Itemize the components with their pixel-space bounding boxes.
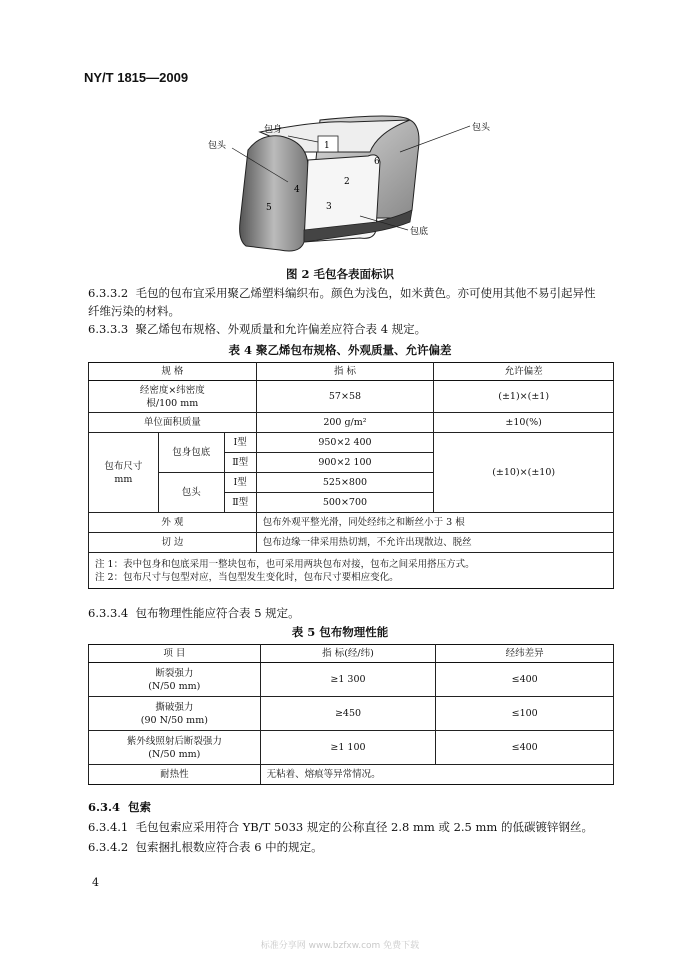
clause-text: 包布物理性能应符合表 5 规定。 <box>135 606 300 620</box>
t4-bottom-t1: 950×2 400 <box>256 433 434 453</box>
t5-row1-label-2: (N/50 mm) <box>148 680 201 692</box>
t5-row3-label-2: (N/50 mm) <box>148 748 201 760</box>
table5-title: 表 5 包布物理性能 <box>291 625 389 639</box>
clause-num: 6.3.3.2 <box>88 286 129 300</box>
clause-6332 <box>88 284 628 320</box>
t5-row2-diff: ≤100 <box>436 697 614 731</box>
standard-code: NY/T 1815—2009 <box>84 70 189 85</box>
t4-bottom-t2: 900×2 100 <box>256 453 434 473</box>
t4-head-label: 包头 <box>158 473 224 513</box>
t4-type1: Ⅰ型 <box>224 473 256 493</box>
clause-text: 毛包的包布宜采用聚乙烯塑料编织布。颜色为浅色，如米黄色。亦可使用其他不易引起异性 <box>135 286 596 300</box>
fig-label-1: 1 <box>324 141 330 151</box>
clause-num: 6.3.3.4 <box>88 606 129 620</box>
t5-head-item: 项 目 <box>89 645 261 663</box>
clause-6333 <box>88 320 628 338</box>
table4 <box>88 362 614 589</box>
fig-label-baodi: 包底 <box>410 227 429 237</box>
t4-head-tol: 允许偏差 <box>434 363 614 381</box>
t5-head-index: 指 标(经/纬) <box>260 645 436 663</box>
t5-heat-value: 无粘着、熔痕等异常情况。 <box>260 765 613 785</box>
figure-caption: 图 2 毛包各表面标识 <box>285 267 394 281</box>
watermark: 标准分享网 www.bzfxw.com 免费下载 <box>260 941 420 951</box>
page-number: 4 <box>92 876 99 889</box>
t4-density-label-1: 经密度×纬密度 <box>139 384 205 396</box>
t4-density-value: 57×58 <box>256 381 434 413</box>
t4-note1: 注 1：表中包身和包底采用一整块包布，也可采用两块包布对接，包布之间采用搭压方式。 <box>95 558 475 570</box>
t5-row2-label-2: (90 N/50 mm) <box>140 714 208 726</box>
t4-mass-label: 单位面积质量 <box>89 413 257 433</box>
table4-title: 表 4 聚乙烯包布规格、外观质量、允许偏差 <box>228 343 452 357</box>
t4-density-label <box>89 381 257 413</box>
t4-bottom-label: 包身包底 <box>158 433 224 473</box>
fig-label-3: 3 <box>326 202 332 212</box>
t4-appearance-value: 包布外观平整光滑，同处经纬之和断丝小于 3 根 <box>256 513 613 533</box>
t4-edge-value: 包布边缘一律采用热切割，不允许出现散边、脱丝 <box>256 533 613 553</box>
clause-num: 6.3.3.3 <box>88 322 129 336</box>
t4-size-tol: (±10)×(±10) <box>434 433 614 513</box>
fig-label-5: 5 <box>266 203 272 213</box>
t4-appearance-label: 外 观 <box>89 513 257 533</box>
t4-notes <box>89 553 614 589</box>
t5-row2-label-1: 撕破强力 <box>155 701 194 713</box>
t4-head-t1: 525×800 <box>256 473 434 493</box>
t5-row1-label-1: 断裂强力 <box>155 667 194 679</box>
t4-type2: Ⅱ型 <box>224 453 256 473</box>
t5-head-diff: 经纬差异 <box>436 645 614 663</box>
fig-label-baoshen: 包身 <box>264 125 283 135</box>
t4-density-tol: (±1)×(±1) <box>434 381 614 413</box>
clause-text: 包索 <box>128 800 152 814</box>
t4-type1: Ⅰ型 <box>224 433 256 453</box>
bale-surface-figure <box>200 112 500 262</box>
clause-6342 <box>88 838 628 856</box>
fig-label-baotou-left: 包头 <box>208 141 227 151</box>
t4-type2: Ⅱ型 <box>224 493 256 513</box>
t4-mass-value: 200 g/m² <box>256 413 434 433</box>
clause-6334 <box>88 604 628 622</box>
clause-text: 毛包包索应采用符合 YB/T 5033 规定的公称直径 2.8 mm 或 2.5 mm 的低碳镀锌钢丝。 <box>135 820 593 834</box>
fig-label-baotou-right: 包头 <box>472 123 491 133</box>
t5-row3-diff: ≤400 <box>436 731 614 765</box>
t5-row3-value: ≥1 100 <box>260 731 436 765</box>
t5-row-label <box>89 663 261 697</box>
t4-mass-tol: ±10(%) <box>434 413 614 433</box>
fig-label-4: 4 <box>294 185 300 195</box>
t4-density-label-2: 根/100 mm <box>146 397 199 409</box>
clause-num: 6.3.4 <box>88 800 121 814</box>
t4-edge-label: 切 边 <box>89 533 257 553</box>
fig-label-2: 2 <box>344 177 350 187</box>
t4-head-spec: 规 格 <box>89 363 257 381</box>
t5-row-label <box>89 697 261 731</box>
clause-6341 <box>88 818 628 836</box>
t4-size-label <box>89 433 159 513</box>
t5-row1-value: ≥1 300 <box>260 663 436 697</box>
t4-head-t2: 500×700 <box>256 493 434 513</box>
t4-size-label-2: mm <box>114 473 133 485</box>
clause-num: 6.3.4.2 <box>88 840 129 854</box>
t5-row2-value: ≥450 <box>260 697 436 731</box>
clause-634 <box>88 798 628 816</box>
t5-heat-label: 耐热性 <box>89 765 261 785</box>
table5 <box>88 644 614 785</box>
t5-row1-diff: ≤400 <box>436 663 614 697</box>
t5-row-label <box>89 731 261 765</box>
clause-text: 聚乙烯包布规格、外观质量和允许偏差应符合表 4 规定。 <box>135 322 427 336</box>
clause-text: 包索捆扎根数应符合表 6 中的规定。 <box>135 840 323 854</box>
t4-note2: 注 2：包布尺寸与包型对应，当包型发生变化时，包布尺寸要相应变化。 <box>95 571 399 583</box>
t4-size-label-1: 包布尺寸 <box>104 460 143 472</box>
clause-num: 6.3.4.1 <box>88 820 129 834</box>
t5-row3-label-1: 紫外线照射后断裂强力 <box>126 735 222 747</box>
t4-head-index: 指 标 <box>256 363 434 381</box>
fig-label-6: 6 <box>374 157 380 167</box>
clause-text-cont: 纤维污染的材料。 <box>88 304 180 318</box>
